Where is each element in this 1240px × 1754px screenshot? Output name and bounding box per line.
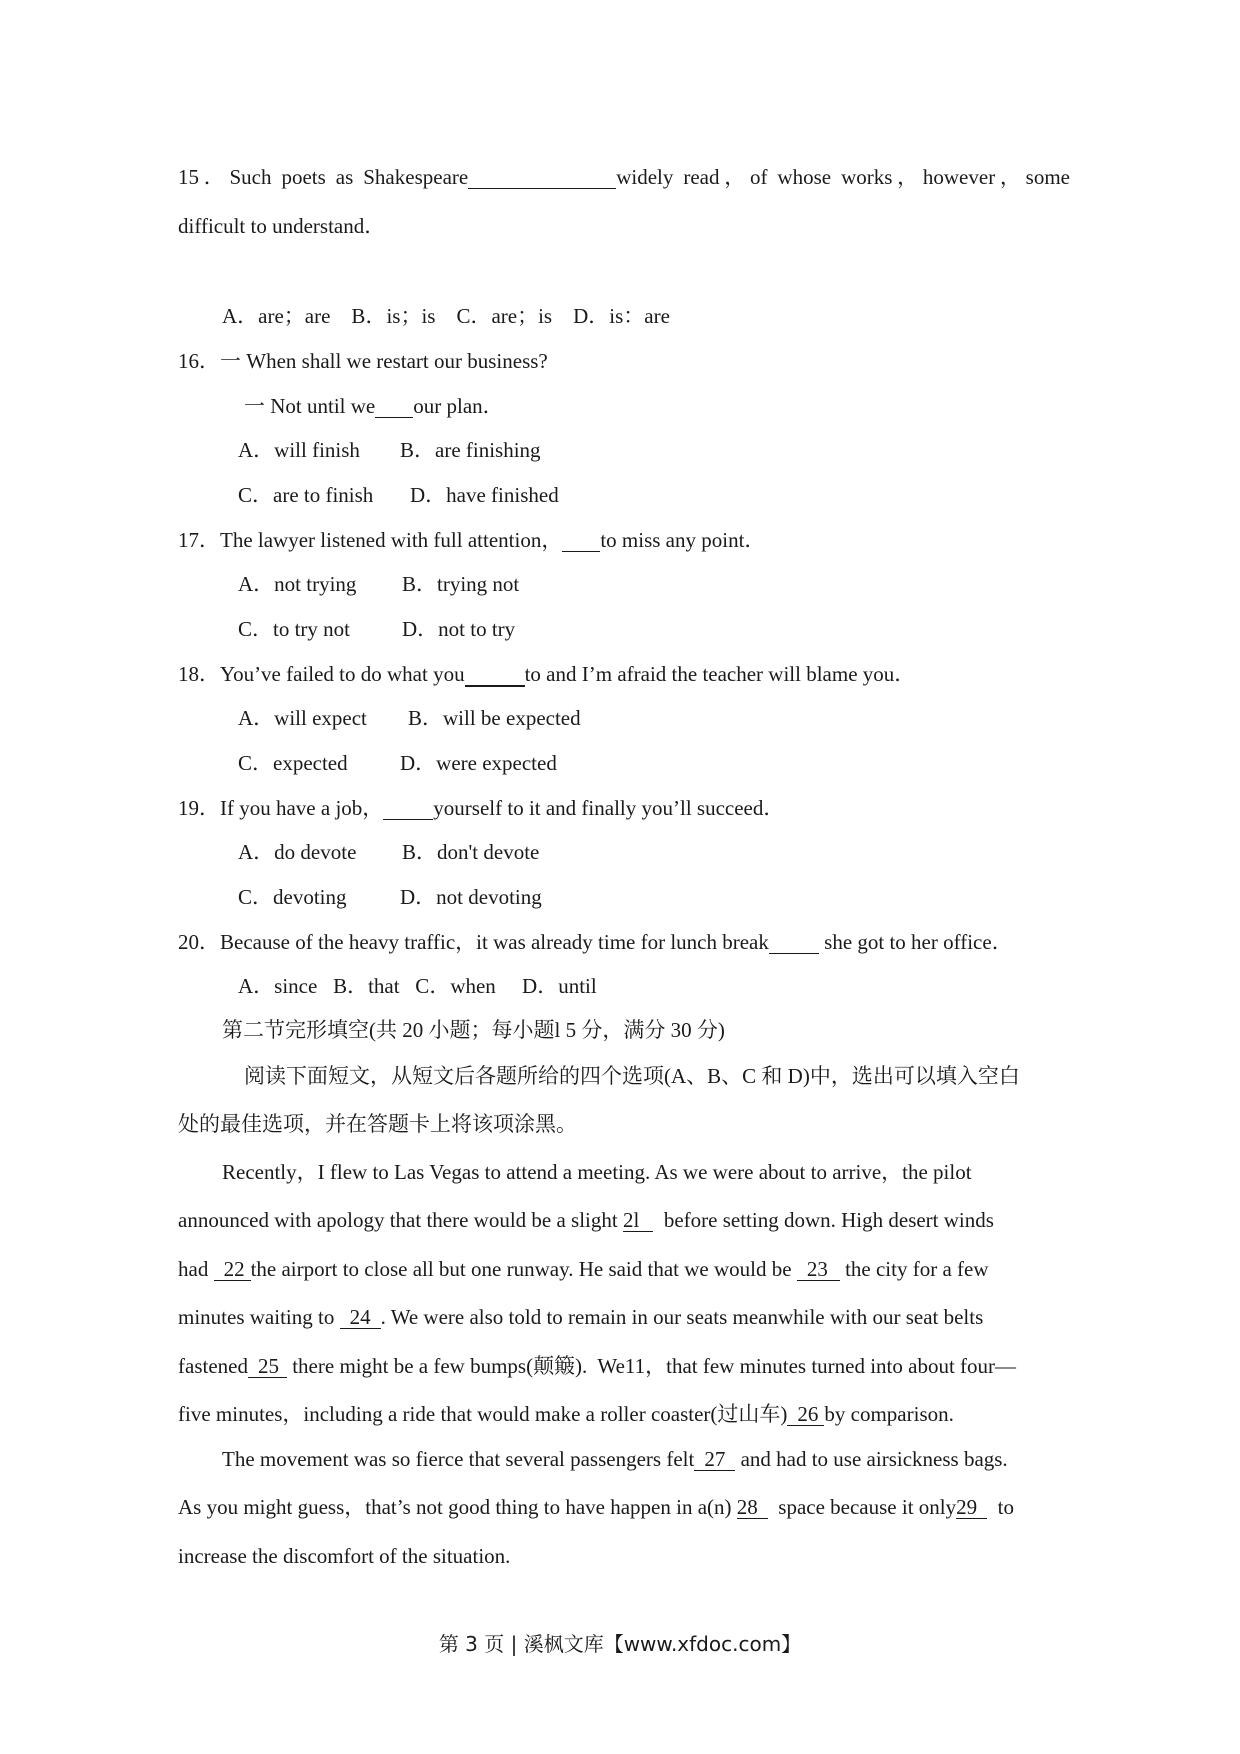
passage-text: the airport to close all but one runway. He said that we would be (250, 1257, 797, 1281)
passage-text: and had to use airsickness bags. (735, 1447, 1008, 1471)
section-instructions-line2: 处的最佳选项，并在答题卡上将该项涂黑。 (178, 1112, 577, 1136)
q18-stem-start: 18．You’ve failed to do what you (178, 662, 465, 686)
cloze-blank-27: 27 (694, 1448, 735, 1471)
q16-blank (375, 395, 413, 418)
q19-option-d: D．not devoting (400, 885, 542, 909)
passage-p1-line6 (178, 1400, 954, 1428)
passage-text: fastened (178, 1354, 248, 1378)
cloze-blank-21: 2l (623, 1209, 653, 1232)
q16-stem: 16．一 When shall we restart our business? (178, 349, 548, 373)
q18-stem-end: to and I’m afraid the teacher will blame you． (524, 662, 916, 686)
q15-options: A．are；are B．is；is C．are；is D．is：are (222, 304, 670, 328)
passage-text: the city for a few (839, 1257, 989, 1281)
section-heading: 第二节完形填空(共 20 小题；每小题l 5 分，满分 30 分) (222, 1018, 725, 1042)
passage-text: . We were also told to remain in our seats meanwhile with our seat belts (380, 1305, 984, 1329)
q17-option-a: A．not trying (238, 572, 357, 596)
passage-text: had (178, 1257, 214, 1281)
q18-option-b: B．will be expected (408, 706, 581, 730)
q17-stem (178, 526, 765, 554)
passage-text: As you might guess，that’s not good thing to have happen in a(n) (178, 1495, 737, 1519)
section-instructions-line1: 阅读下面短文，从短文后各题所给的四个选项(A、B、C 和 D)中，选出可以填入空白 (244, 1064, 1020, 1088)
q17-option-c: C．to try not (238, 617, 351, 641)
q20-stem-start: 20．Because of the heavy traffic，it was already time for lunch break (178, 930, 769, 954)
q16-reply-start: 一 Not until we (244, 394, 376, 418)
passage-text: before setting down. High desert winds (653, 1208, 994, 1232)
passage-text: announced with apology that there would be a slight (178, 1208, 623, 1232)
q16-option-a: A．will finish (238, 438, 360, 462)
page-footer: 第 3 页 | 溪枫文库【www.xfdoc.com】 (438, 1632, 802, 1656)
q19-option-b: B．don't devote (402, 840, 540, 864)
q20-blank (769, 931, 819, 954)
cloze-blank-28: 28 (737, 1496, 768, 1519)
q16-reply-end: our plan． (413, 394, 504, 418)
passage-p2-line2 (178, 1493, 1014, 1521)
passage-text: minutes waiting to (178, 1305, 340, 1329)
cloze-blank-23: 23 (797, 1258, 840, 1281)
cloze-blank-25: 25 (248, 1355, 287, 1378)
cloze-blank-29: 29 (956, 1496, 987, 1519)
q20-stem (178, 928, 1013, 956)
q17-stem-end: to miss any point． (600, 528, 766, 552)
q19-blank (383, 797, 433, 820)
q15-stem-end: widely read，of whose works，however，some (616, 165, 1070, 189)
q15-line2: difficult to understand． (178, 214, 386, 238)
q16-option-d: D．have finished (410, 483, 559, 507)
passage-p2-line1 (222, 1445, 1008, 1473)
q20-stem-end: she got to her office． (818, 930, 1013, 954)
passage-text: The movement was so fierce that several passengers felt (222, 1447, 695, 1471)
q16-option-b: B．are finishing (400, 438, 541, 462)
passage-text: by comparison. (824, 1402, 954, 1426)
q15-line1 (178, 163, 1070, 191)
passage-text: space because it only (767, 1495, 957, 1519)
passage-text: there might be a few bumps(颠簸). We11，that few minutes turned into about four— (286, 1354, 1017, 1378)
passage-p1-line2 (178, 1206, 994, 1234)
passage-p1-line3 (178, 1255, 989, 1283)
q18-option-a: A．will expect (238, 706, 367, 730)
passage-text: five minutes，including a ride that would make a roller coaster(过山车) (178, 1402, 788, 1426)
q17-option-b: B．trying not (402, 572, 520, 596)
q16-option-c: C．are to finish (238, 483, 374, 507)
passage-text: to (987, 1495, 1014, 1519)
q15-blank (468, 166, 616, 189)
passage-p1-line4 (178, 1303, 983, 1331)
q16-reply (244, 392, 504, 420)
q18-option-d: D．were expected (400, 751, 557, 775)
q18-blank (465, 663, 525, 687)
q17-stem-start: 17．The lawyer listened with full attention， (178, 528, 563, 552)
cloze-blank-24: 24 (340, 1306, 381, 1329)
cloze-blank-22: 22 (214, 1258, 251, 1281)
cloze-blank-26: 26 (787, 1403, 824, 1426)
q19-option-c: C．devoting (238, 885, 347, 909)
q19-stem (178, 794, 784, 822)
q17-blank (562, 529, 600, 552)
passage-p1-line5 (178, 1352, 1016, 1380)
q19-stem-start: 19．If you have a job， (178, 796, 384, 820)
q20-options: A．since B．that C．when D．until (238, 974, 597, 998)
q15-stem-start: 15．Such poets as Shakespeare (178, 165, 469, 189)
q17-option-d: D．not to try (402, 617, 516, 641)
passage-p2-line3: increase the discomfort of the situation. (178, 1544, 511, 1568)
q19-option-a: A．do devote (238, 840, 357, 864)
q19-stem-end: yourself to it and finally you’ll succeed． (433, 796, 785, 820)
q18-option-c: C．expected (238, 751, 348, 775)
passage-p1-line1: Recently，I flew to Las Vegas to attend a meeting. As we were about to arrive，the pilot (222, 1160, 972, 1184)
q18-stem (178, 660, 915, 688)
